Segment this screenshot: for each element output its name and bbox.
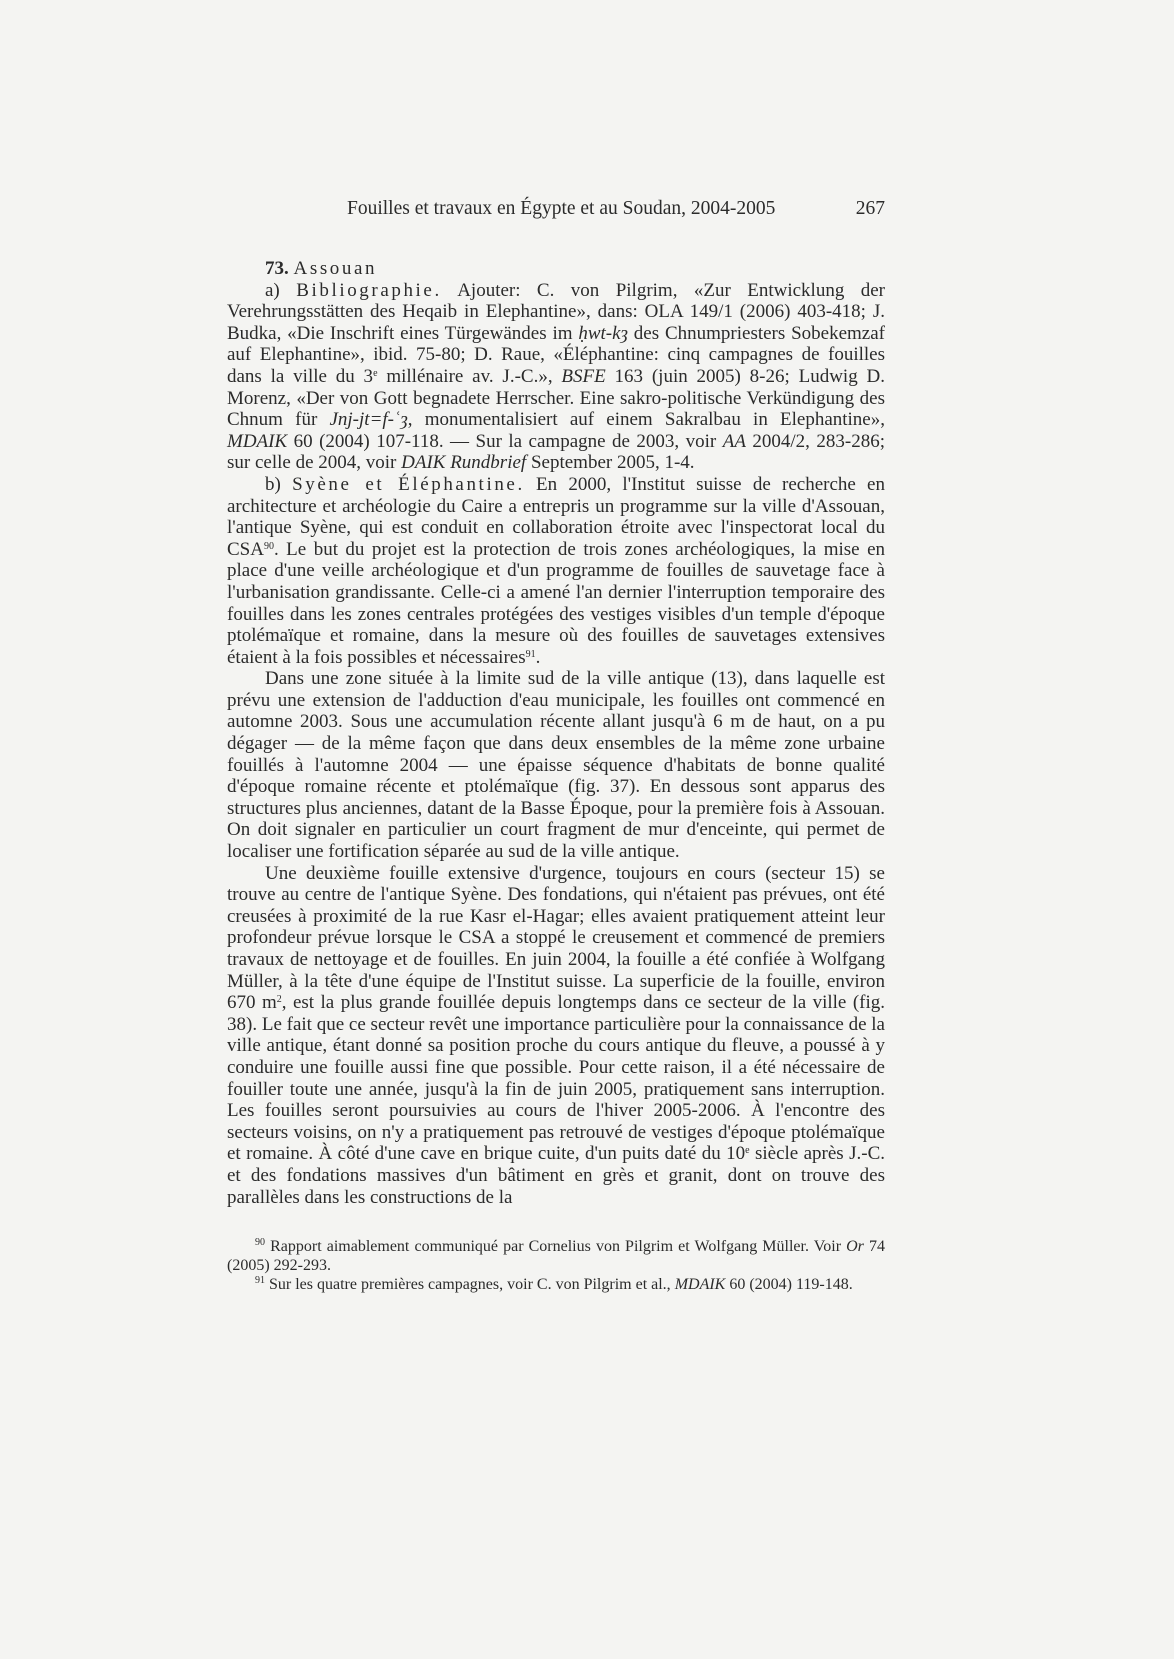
text-run: , monumentalisiert auf einem Sakralbau in Elephantine», bbox=[407, 409, 885, 431]
text-run: 60 (2004) 107-118. — Sur la campagne de 2003, voir bbox=[287, 430, 723, 452]
footnote-ref: 90 bbox=[263, 540, 274, 552]
page-number: 267 bbox=[855, 198, 885, 219]
footnotes bbox=[227, 1237, 885, 1294]
subsection-heading: Bibliographie. bbox=[296, 279, 442, 301]
section-number: 73. bbox=[265, 258, 289, 279]
subsection-heading: Syène et Éléphantine. bbox=[292, 473, 525, 495]
item-label: b) bbox=[265, 473, 293, 495]
page-header bbox=[227, 198, 885, 228]
paragraph-south-zone: Dans une zone située à la limite sud de la ville antique (13), dans laquelle est prévu une extension de l'adduction d'eau municipale, les fouilles ont commencé en automne 2003. Sous une accumulation récente allant jusqu'à 6 m de haut, on a pu dégager — de la même façon que dans deux ensembles de la même zone urbaine fouillés à l'automne 2004 — une épaisse séquence d'habitats de bonne qualité d'époque romaine récente et ptolémaïque (fig. 37). En dessous sont apparus des structures plus anciennes, datant de la Basse Époque, pour la première fois à Assouan. On doit signaler en particulier un court fragment de mur d'enceinte, qui permet de localiser une fortification séparée au sud de la ville antique. bbox=[227, 668, 885, 863]
footnote-90 bbox=[227, 1237, 885, 1275]
text-run: des Chnumpriesters Sobekemzaf auf Elephantine», ibid. 75-80; D. Raue, «Éléphantine: cinq campagnes de fouilles dans la ville du 3 bbox=[227, 322, 885, 387]
italic-term: Jnj-jt=f-ʿȝ bbox=[329, 409, 408, 431]
footnote-ref: 91 bbox=[525, 648, 536, 660]
paragraph-bibliography bbox=[227, 280, 885, 474]
footnote-number: 91 bbox=[255, 1275, 265, 1286]
section-title: Assouan bbox=[293, 258, 378, 279]
italic-term: AA bbox=[722, 430, 746, 452]
italic-term: BSFE bbox=[561, 365, 606, 387]
text-run: En 2000, l'Institut suisse de recherche en architecture et archéologie du Caire a entrepris un programme sur la ville d'Assouan, l'antique Syène, qui est conduit en collaboration étroite avec l'inspectorat local du CSA bbox=[227, 473, 885, 560]
text-run: , est la plus grande fouillée depuis longtemps dans ce secteur de la ville (fig. 38). Le fait que ce secteur revêt une importance particulière pour la connaissance de la ville antique, étant donné sa position proche du cours antique du fleuve, a poussé à y conduire une fouille aussi fine que possible. Pour cette raison, il a été nécessaire de fouiller toute une année, jusqu'à la fin de juin 2005, pratiquement sans interruption. Les fouilles seront poursuivies au cours de l'hiver 2005-2006. À l'encontre des secteurs voisins, on n'y a pratiquement pas retrouvé de vestiges d'époque ptolémaïque et romaine. À côté d'une cave en brique cuite, d'un puits daté du 10 bbox=[227, 992, 886, 1165]
superscript: 2 bbox=[276, 994, 282, 1006]
text-run: 163 (juin 2005) 8-26; Ludwig D. Morenz, «Der von Gott begnadete Herrscher. Eine sakro-politische Verkündigung des Chnum für bbox=[227, 365, 885, 431]
text-run: millénaire av. J.-C.», bbox=[377, 365, 562, 387]
italic-term: ḥwt-kȝ bbox=[578, 322, 628, 344]
superscript: e bbox=[745, 1145, 750, 1157]
superscript: e bbox=[373, 367, 378, 379]
text-run: 2004/2, 283-286; sur celle de 2004, voir bbox=[227, 430, 886, 474]
section-heading bbox=[227, 258, 885, 280]
paragraph-second-excavation bbox=[227, 863, 885, 1209]
text-run: Ajouter: C. von Pilgrim, «Zur Entwicklung der Verehrungsstätten des Heqaib in Elephantine», dans: OLA 149/1 (2006) 403-418; J. Budka, «Die Inschrift eines Türgewändes im bbox=[227, 279, 885, 344]
italic-term: Or bbox=[846, 1238, 864, 1255]
text-run: Rapport aimablement communiqué par Cornelius von Pilgrim et Wolfgang Müller. Voir bbox=[265, 1238, 847, 1255]
text-run: . bbox=[535, 646, 541, 668]
italic-term: MDAIK bbox=[227, 430, 288, 452]
text-run: September 2005, 1-4. bbox=[526, 452, 695, 474]
footnote-number: 90 bbox=[255, 1237, 265, 1248]
text-run: siècle après J.-C. et des fondations massives d'un bâtiment en grès et granit, dont on trouve des parallèles dans les constructions de la bbox=[227, 1143, 885, 1208]
item-label: a) bbox=[265, 279, 297, 301]
italic-term: DAIK Rundbrief bbox=[401, 452, 527, 474]
running-title: Fouilles et travaux en Égypte et au Soudan, 2004-2005 bbox=[347, 198, 776, 219]
italic-term: MDAIK bbox=[674, 1276, 726, 1293]
main-text bbox=[227, 258, 885, 1208]
paragraph-syene bbox=[227, 474, 885, 668]
text-run: Une deuxième fouille extensive d'urgence, toujours en cours (secteur 15) se trouve au centre de l'antique Syène. Des fondations, qui n'étaient pas prévues, ont été creusées à proximité de la rue Kasr el-Hagar; elles avaient pratiquement atteint leur profondeur prévue lorsque le CSA a stoppé le creusement et commencé de premiers travaux de nettoyage et de fouilles. En juin 2004, la fouille a été confiée à Wolfgang Müller, à la tête d'une équipe de l'Institut suisse. La superficie de la fouille, environ 670 m bbox=[227, 862, 885, 1014]
text-run: Sur les quatre premières campagnes, voir C. von Pilgrim et al., bbox=[265, 1276, 675, 1293]
text-run: . Le but du projet est la protection de trois zones archéologiques, la mise en place d'une veille archéologique et d'un programme de fouilles de sauvetage face à l'urbanisation grandissante. Celle-ci a amené l'an dernier l'interruption temporaire des fouilles dans les zones centrales protégées des vestiges visibles d'un temple d'époque ptolémaïque et romaine, dans la mesure où des fouilles de sauvetages extensives étaient à la fois possibles et nécessaires bbox=[227, 538, 885, 668]
text-run: 74 (2005) 292-293. bbox=[227, 1238, 886, 1274]
footnote-91 bbox=[227, 1275, 885, 1294]
text-run: 60 (2004) 119-148. bbox=[725, 1276, 853, 1293]
